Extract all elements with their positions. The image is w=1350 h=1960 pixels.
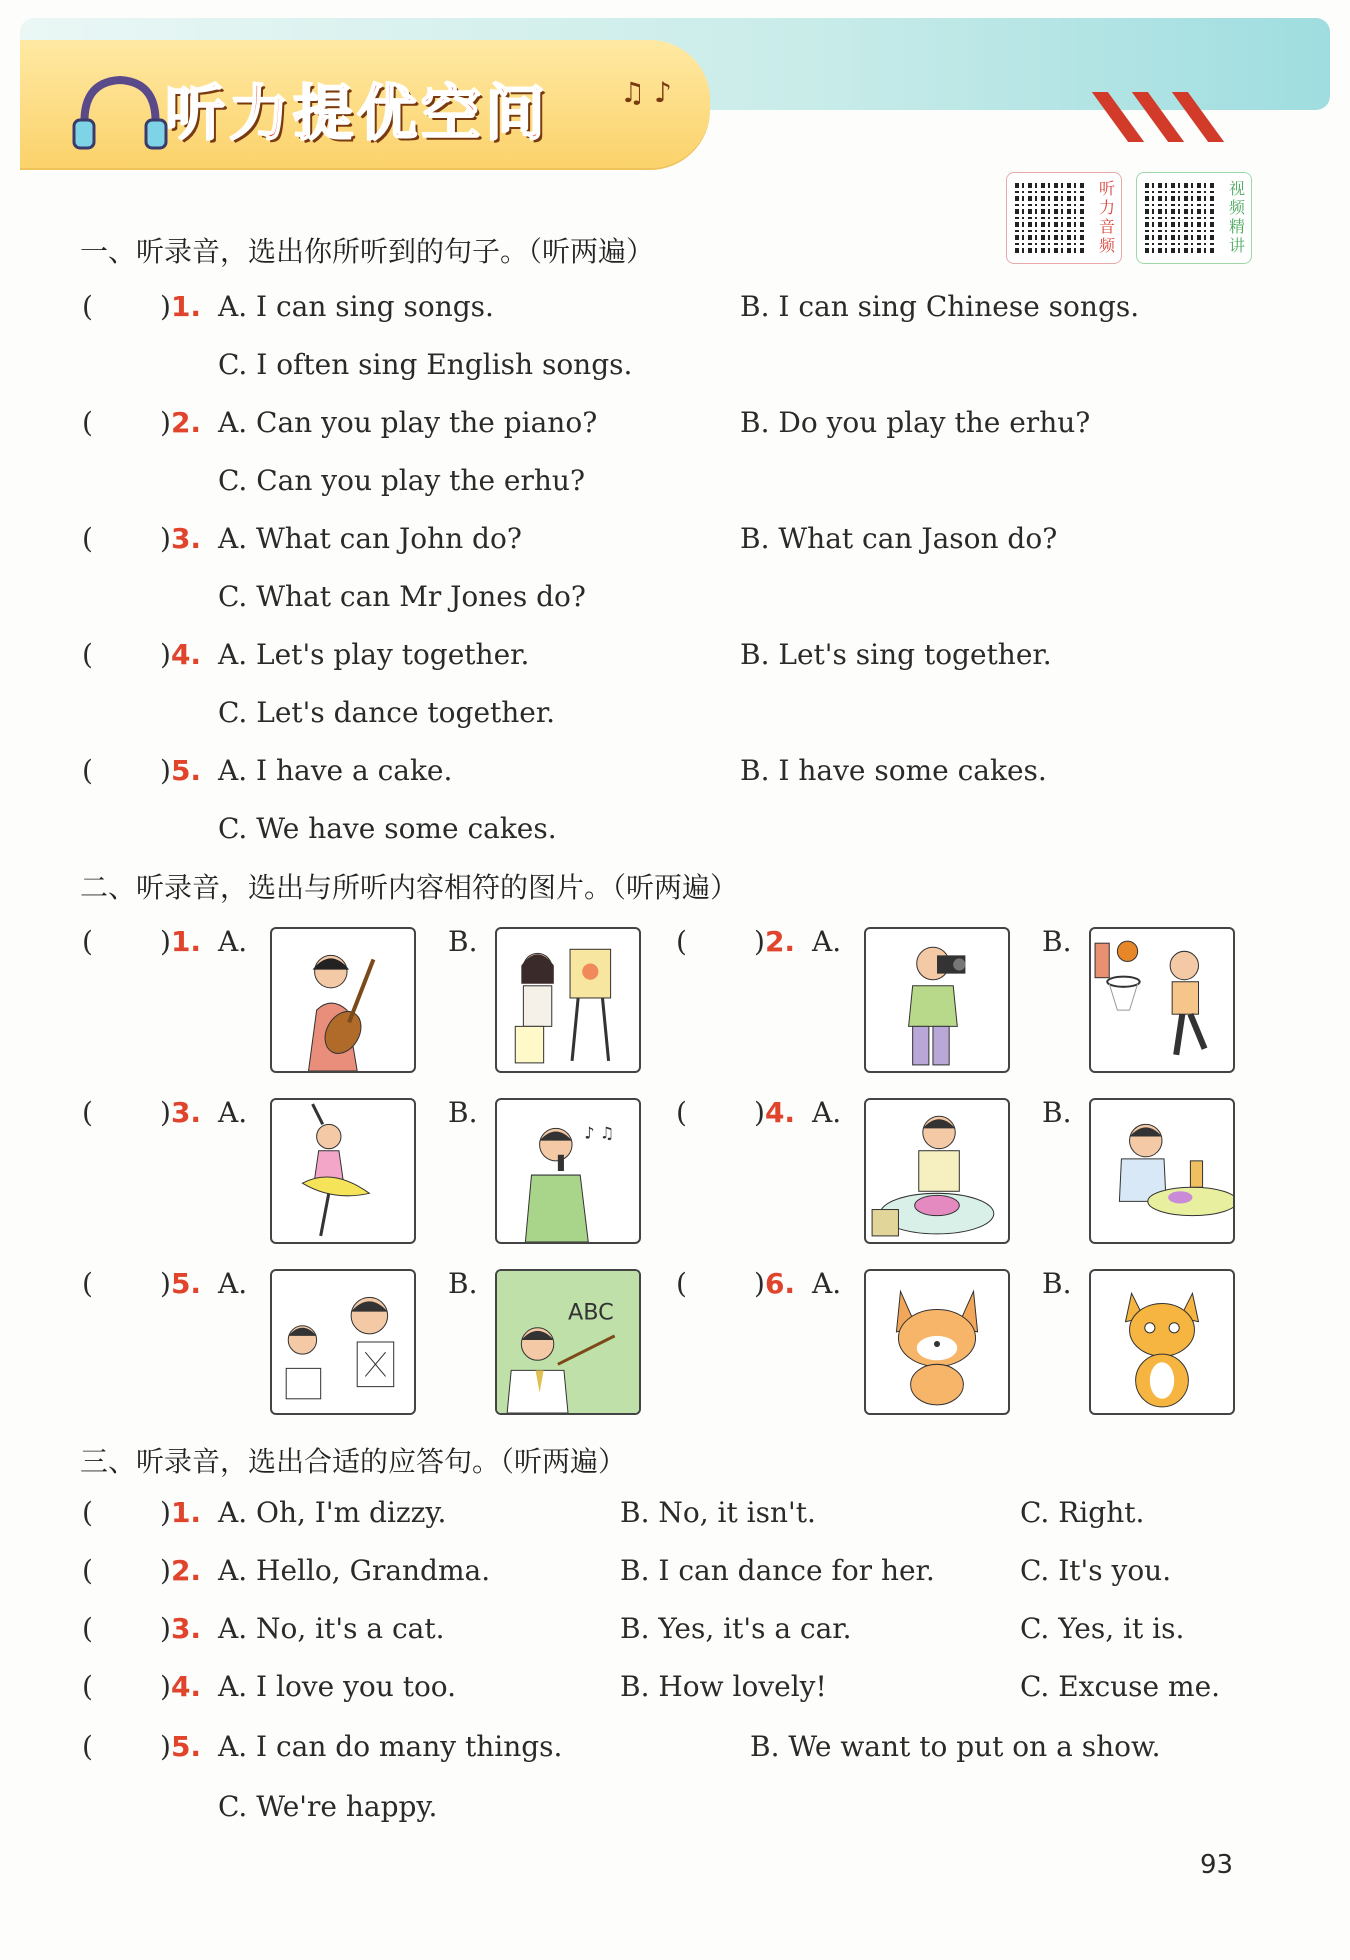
section1-title: 一、听录音，选出你所听到的句子。（听两遍）	[80, 235, 655, 268]
answer-blank[interactable]: )1.	[160, 290, 202, 323]
answer-blank[interactable]: )5.	[160, 1730, 202, 1763]
option-b-label: B.	[1042, 925, 1072, 958]
answer-blank[interactable]: )4.	[160, 638, 202, 671]
option-b: B. How lovely!	[620, 1670, 827, 1703]
page-number: 93	[1200, 1850, 1234, 1880]
picture-man-cleaning-table[interactable]	[1089, 1098, 1235, 1244]
answer-blank[interactable]: )1.	[160, 1496, 202, 1529]
answer-blank[interactable]: )4.	[754, 1096, 796, 1129]
option-c: C. I often sing English songs.	[218, 348, 633, 381]
svg-text:♪ ♫: ♪ ♫	[584, 1123, 615, 1143]
option-c: C. It's you.	[1020, 1554, 1172, 1587]
option-a: A. Let's play together.	[218, 638, 530, 671]
answer-blank[interactable]: )4.	[160, 1670, 202, 1703]
qr-code-icon	[1145, 181, 1217, 253]
picture-cat[interactable]	[1089, 1269, 1235, 1415]
option-a-label: A.	[812, 925, 842, 958]
option-b: B. I have some cakes.	[740, 754, 1047, 787]
option-a: A. Can you play the piano?	[218, 406, 598, 439]
answer-blank[interactable]: )2.	[160, 1554, 202, 1587]
option-a-label: A.	[812, 1096, 842, 1129]
option-a-label: A.	[218, 1096, 248, 1129]
option-a-label: A.	[812, 1267, 842, 1300]
option-b: B. I can dance for her.	[620, 1554, 935, 1587]
answer-blank[interactable]: )5.	[160, 754, 202, 787]
option-c: C. We're happy.	[218, 1790, 438, 1823]
page-title: 听力提优空间	[165, 79, 549, 149]
option-a: A. I love you too.	[218, 1670, 457, 1703]
headphones-icon	[60, 62, 180, 152]
option-b: B. What can Jason do?	[740, 522, 1058, 555]
option-b-label: B.	[448, 1096, 478, 1129]
option-b: B. I can sing Chinese songs.	[740, 290, 1140, 323]
picture-boy-taking-photo[interactable]	[864, 927, 1010, 1073]
section3-title: 三、听录音，选出合适的应答句。（听两遍）	[80, 1445, 627, 1478]
option-a-label: A.	[218, 925, 248, 958]
option-a: A. Hello, Grandma.	[218, 1554, 491, 1587]
qr-code-audio[interactable]	[1006, 172, 1122, 264]
option-a: A. What can John do?	[218, 522, 522, 555]
picture-girl-painting-at-easel[interactable]	[495, 927, 641, 1073]
answer-blank[interactable]: )3.	[160, 1096, 202, 1129]
answer-blank[interactable]: )3.	[160, 522, 202, 555]
option-b: B. Yes, it's a car.	[620, 1612, 852, 1645]
option-b: B. No, it isn't.	[620, 1496, 816, 1529]
picture-girl-dancing-ballet[interactable]	[270, 1098, 416, 1244]
qr-label: 视频精讲	[1228, 179, 1245, 255]
option-a: A. I have a cake.	[218, 754, 453, 787]
qr-code-video[interactable]	[1136, 172, 1252, 264]
option-a: A. Oh, I'm dizzy.	[218, 1496, 447, 1529]
board-text: ABC	[568, 1299, 614, 1326]
picture-boys-showing-drawings[interactable]	[270, 1269, 416, 1415]
option-c: C. Let's dance together.	[218, 696, 556, 729]
option-b: B. We want to put on a show.	[750, 1730, 1161, 1763]
picture-man-singing[interactable]	[495, 1098, 641, 1244]
option-b-label: B.	[1042, 1267, 1072, 1300]
option-a: A. No, it's a cat.	[218, 1612, 445, 1645]
option-a: A. I can sing songs.	[218, 290, 494, 323]
answer-blank[interactable]: )3.	[160, 1612, 202, 1645]
option-b-label: B.	[1042, 1096, 1072, 1129]
answer-blank[interactable]: )2.	[160, 406, 202, 439]
picture-boy-washing-clothes[interactable]	[864, 1098, 1010, 1244]
option-b: B. Let's sing together.	[740, 638, 1052, 671]
option-b-label: B.	[448, 925, 478, 958]
picture-girl-playing-pipa[interactable]	[270, 927, 416, 1073]
section2-title: 二、听录音，选出与所听内容相符的图片。（听两遍）	[80, 871, 739, 904]
answer-blank[interactable]: )5.	[160, 1267, 202, 1300]
option-c: C. Can you play the erhu?	[218, 464, 585, 497]
option-c: C. Excuse me.	[1020, 1670, 1221, 1703]
picture-teacher-abc-board[interactable]	[495, 1269, 641, 1415]
qr-label: 听力音频	[1098, 179, 1115, 255]
picture-boy-playing-basketball[interactable]	[1089, 927, 1235, 1073]
option-c: C. Right.	[1020, 1496, 1145, 1529]
option-a-label: A.	[218, 1267, 248, 1300]
picture-fox[interactable]	[864, 1269, 1010, 1415]
option-b: B. Do you play the erhu?	[740, 406, 1091, 439]
answer-blank[interactable]: )6.	[754, 1267, 796, 1300]
music-note-icon: ♫ ♪	[620, 76, 672, 109]
option-c: C. Yes, it is.	[1020, 1612, 1185, 1645]
option-c: C. We have some cakes.	[218, 812, 557, 845]
qr-code-icon	[1015, 181, 1087, 253]
option-a: A. I can do many things.	[218, 1730, 563, 1763]
answer-blank[interactable]: )2.	[754, 925, 796, 958]
option-b-label: B.	[448, 1267, 478, 1300]
option-c: C. What can Mr Jones do?	[218, 580, 586, 613]
answer-blank[interactable]: )1.	[160, 925, 202, 958]
